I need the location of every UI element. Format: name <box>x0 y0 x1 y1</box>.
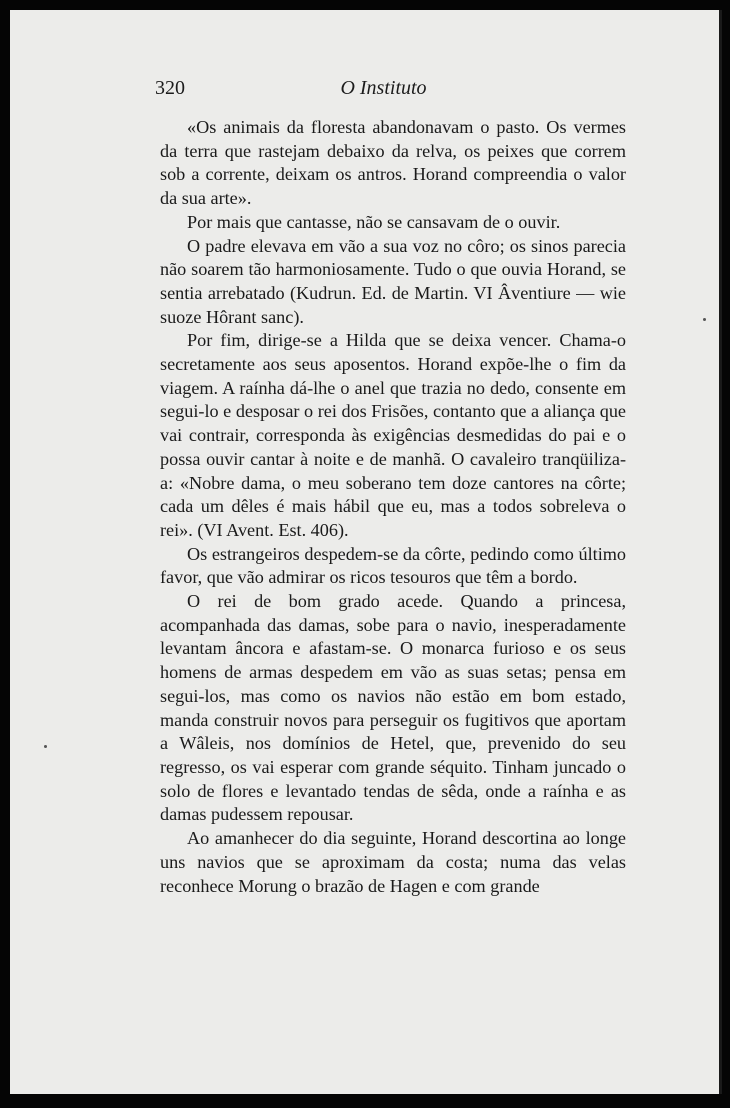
paragraph: Por fim, dirige-se a Hilda que se deixa vencer. Chama-o secretamente aos seus aposentos. Horand expõe-lhe o fim da viagem. A raínha dá-lhe o anel que trazia no dedo, consente em segui-lo e desposar o rei dos Frisões, contanto que a aliança que vai contrair, corresponda às exigências desmedidas do pai e o possa ouvir cantar à noite e de manhã. O cavaleiro tranqüiliza-a: «Nobre dama, o meu soberano tem doze cantores na côrte; cada um dêles é mais hábil que eu, mas a todos sobreleva o rei». (VI Avent. Est. 406). <box>160 330 626 540</box>
paragraph: Os estrangeiros despedem-se da côrte, pedindo como último favor, que vão admirar os ricos tesouros que têm a bordo. <box>160 543 626 588</box>
page-number: 320 <box>155 77 185 99</box>
page-header <box>10 72 719 102</box>
paragraph: Ao amanhecer do dia seguinte, Horand descortina ao longe uns navios que se aproximam da costa; numa das velas reconhece Morung o brazão de Hagen e com grande <box>160 828 626 896</box>
body-text <box>160 116 626 898</box>
paragraph: O rei de bom grado acede. Quando a princesa, acompanhada das damas, sobe para o navio, inesperadamente levantam âncora e afastam-se. O monarca furioso e os seus homens de armas despedem em vão as suas setas; pensa em segui-los, mas como os navios não estão em bom estado, manda construir novos para perseguir os fugitivos que aportam a Wâleis, nos domínios de Hetel, que, prevenido do seu regresso, os vai esperar com grande séquito. Tinham juncado o solo de flores e levantado tendas de sêda, onde a raínha e as damas pudessem repousar. <box>160 591 626 825</box>
paragraph: Por mais que cantasse, não se cansavam de o ouvir. <box>187 211 561 232</box>
paper-speck <box>44 745 47 748</box>
running-title: O Instituto <box>340 77 427 99</box>
paragraph: «Os animais da floresta abandonavam o pasto. Os vermes da terra que rastejam debaixo da relva, os peixes que correm sob a corrente, deixam os antros. Horand compreendia o valor da sua arte». <box>160 117 626 209</box>
paragraph: O padre elevava em vão a sua voz no côro; os sinos parecia não soarem tão harmoniosamente. Tudo o que ouvia Horand, se sentia arrebatado (Kudrun. Ed. de Martin. VI Âventiure — wie suoze Hôrant sanc). <box>160 235 626 327</box>
paper-speck <box>703 318 706 321</box>
book-page <box>10 10 722 1094</box>
